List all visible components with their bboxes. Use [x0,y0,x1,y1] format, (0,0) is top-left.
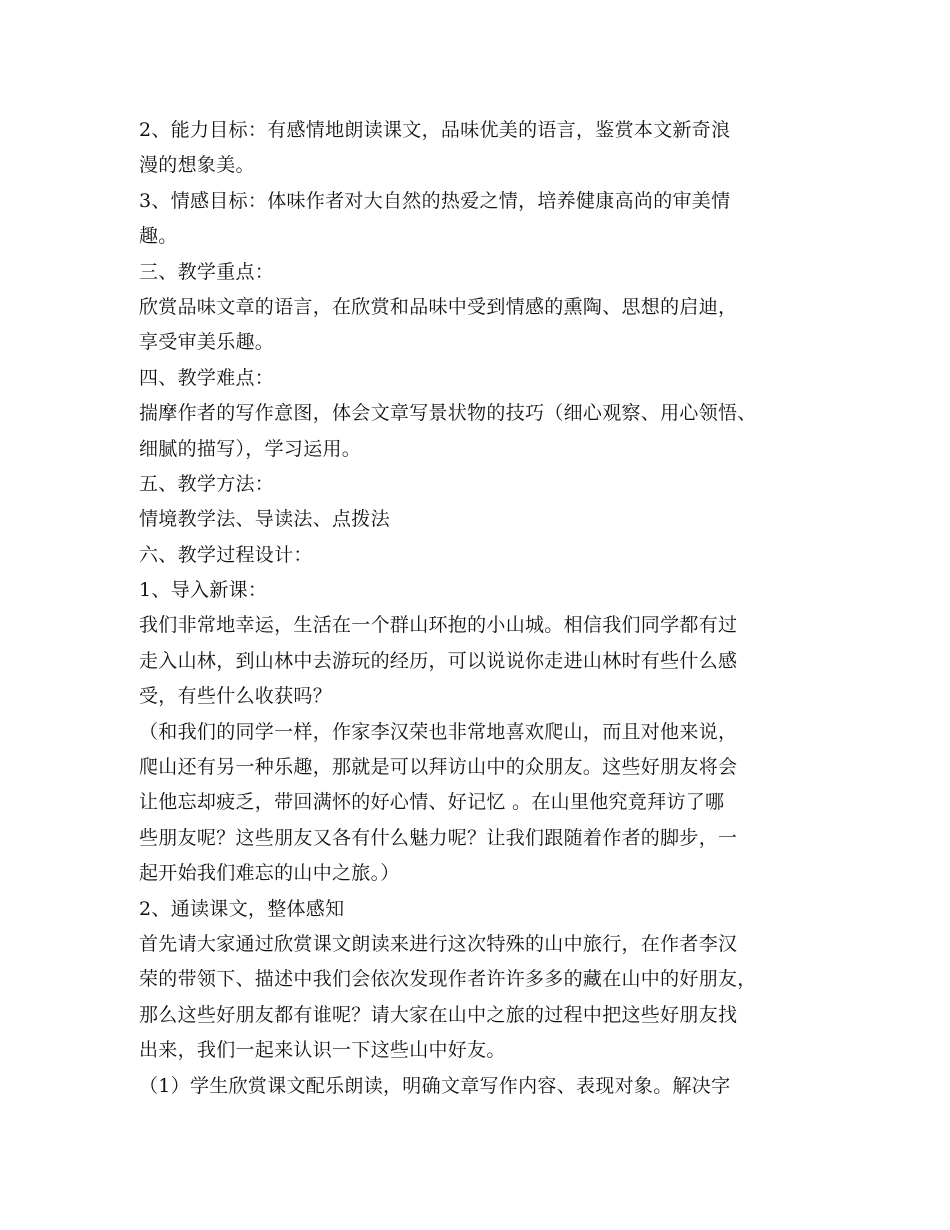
text-line: 爬山还有另一种乐趣，那就是可以拜访山中的众朋友。这些好朋友将会 [139,756,738,779]
subsection-heading: 1、导入新课： [139,579,268,602]
document-body [139,113,829,1104]
text-line: 起开始我们难忘的山中之旅。） [139,862,400,885]
text-line: 2、能力目标：有感情地朗读课文，品味优美的语言，鉴赏本文新奇浪 [139,119,731,141]
text-line: 细腻的描写），学习运用。 [139,437,362,460]
section-heading: 四、教学难点： [139,366,275,389]
text-line: 情境教学法、导读法、点拨法 [139,508,390,531]
text-line: 享受审美乐趣。 [139,331,275,354]
text-line: 那么这些好朋友都有谁呢？请大家在山中之旅的过程中把这些好朋友找 [139,1003,738,1026]
text-line: （和我们的同学一样，作家李汉荣也非常地喜欢爬山，而且对他来说， [139,720,738,743]
text-line: 我们非常地幸运，生活在一个群山环抱的小山城。相信我们同学都有过 [139,614,738,637]
text-line: 首先请大家通过欣赏课文朗读来进行这次特殊的山中旅行，在作者李汉 [139,932,738,955]
text-line: 揣摩作者的写作意图，体会文章写景状物的技巧（细心观察、用心领悟、 [139,402,757,425]
text-line: 趣。 [139,225,178,248]
text-line: 欣赏品味文章的语言，在欣赏和品味中受到情感的熏陶、思想的启迪， [139,295,738,318]
text-line: 走入山林，到山林中去游玩的经历，可以说说你走进山林时有些什么感 [139,649,738,672]
text-line: 出来，我们一起来认识一下这些山中好友。 [139,1039,506,1062]
subsection-heading: 2、通读课文，整体感知 [139,897,345,920]
text-line: （1）学生欣赏课文配乐朗读，明确文章写作内容、表现对象。解决字 [139,1074,731,1097]
section-heading: 三、教学重点： [139,260,275,283]
text-line: 荣的带领下、描述中我们会依次发现作者许许多多的藏在山中的好朋友， [139,968,757,991]
text-line: 让他忘却疲乏，带回满怀的好心情、好记忆 。在山里他究竟拜访了哪 [139,791,725,814]
text-line: 漫的想象美。 [139,154,255,177]
section-heading: 五、教学方法： [139,472,275,495]
section-heading: 六、教学过程设计： [139,543,313,566]
text-line: 受，有些什么收获吗？ [139,685,333,708]
text-line: 3、情感目标：体味作者对大自然的热爱之情，培养健康高尚的审美情 [139,189,731,212]
text-line: 些朋友呢？这些朋友又各有什么魅力呢？让我们跟随着作者的脚步，一 [139,826,738,849]
